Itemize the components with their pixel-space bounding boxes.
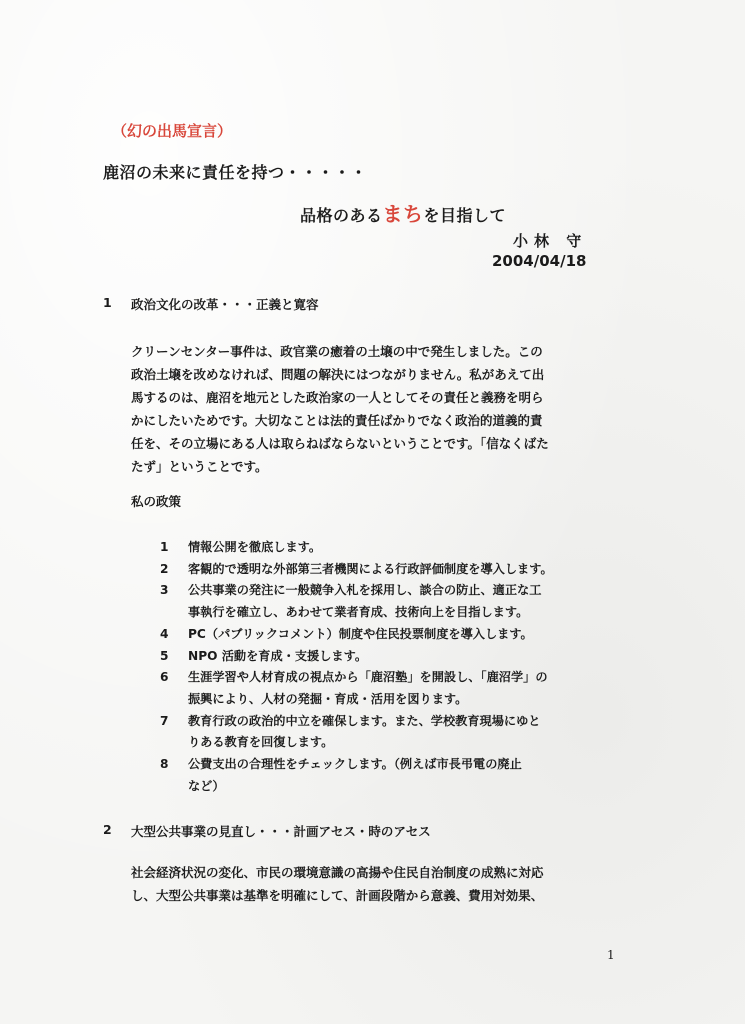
policy-text: 振興により、人材の発掘・育成・活用を図ります。 [188,691,468,706]
policy-item [160,559,630,581]
policy-item [160,624,630,646]
policy-text: 情報公開を徹底します。 [188,540,322,554]
policy-list [160,537,630,797]
page-number: 1 [607,948,615,962]
policy-number: 7 [160,713,169,728]
policy-text: 公共事業の発注に一般競争入札を採用し、談合の防止、適正な工 [188,583,542,598]
policy-text: 教育行政の政治的中立を確保します。また、学校教育現場にゆと [188,713,541,728]
policy-number: 2 [160,561,169,576]
section-number: 1 [103,295,112,310]
paragraph-line: 社会経済状況の変化、市民の環境意識の高揚や住民自治制度の成熟に対応 [131,865,544,880]
subtitle-after: を目指して [423,206,507,225]
section-1-paragraph [131,340,621,478]
policy-text: 客観的で透明な外部第三者機関による行政評価制度を導入します。 [188,561,553,576]
policy-item [160,537,630,559]
paragraph-line: し、大型公共事業は基準を明確にして、計画段階から意義、費用対効果、 [131,888,544,903]
policy-item [160,646,630,668]
policy-text: など） [188,778,225,793]
policy-text: 公費支出の合理性をチェックします。（例えば市長弔電の廃止 [188,757,522,772]
policy-text: NPO 活動を育成・支援します。 [188,648,368,663]
document-date: 2004/04/18 [492,252,587,270]
subtitle-before: 品格のある [300,206,383,225]
policy-item [160,711,630,754]
section-2-heading [103,822,553,840]
section-number: 2 [103,822,112,837]
policy-number: 6 [160,670,169,685]
policy-item [160,754,630,797]
paragraph-line: クリーンセンター事件は、政官業の癒着の土壌の中で発生しました。この [131,344,543,359]
policy-number: 4 [160,626,169,641]
section-2-paragraph [131,861,621,907]
paragraph-line: 政治土壌を改めなければ、問題の解決にはつながりません。私があえて出 [131,367,545,382]
section-title: 大型公共事業の見直し・・・計画アセス・時のアセス [131,824,431,839]
paragraph-line: 任を、その立場にある人は取らねばならないということです。「信なくばた [131,436,549,451]
policy-text: PC（パブリックコメント）制度や住民投票制度を導入します。 [188,626,533,641]
subtitle-highlight: まち [382,202,424,226]
policy-label: 私の政策 [131,494,182,509]
policy-number: 3 [160,583,169,598]
document-subtitle [300,198,506,227]
header-label: （幻の出馬宣言） [112,122,233,140]
section-1-heading [103,295,503,313]
policy-item [160,667,630,710]
policy-item [160,580,630,623]
policy-text: 事執行を確立し、あわせて業者育成、技術向上を目指します。 [188,605,529,620]
policy-number: 5 [160,648,169,663]
paragraph-line: 馬するのは、鹿沼を地元とした政治家の一人としてその責任と義務を明ら [131,390,544,405]
policy-number: 8 [160,757,169,772]
policy-number: 1 [160,540,169,554]
paragraph-line: かにしたいためです。大切なことは法的責任ばかりでなく政治的道義的責 [131,413,543,428]
section-title: 政治文化の改革・・・正義と寛容 [131,297,319,312]
policy-text: りある教育を回復します。 [188,735,334,750]
document-title: 鹿沼の未来に責任を持つ・・・・・ [103,163,368,182]
policy-text: 生涯学習や人材育成の視点から「鹿沼塾」を開設し、「鹿沼学」の [188,670,548,685]
paragraph-line: たず」ということです。 [131,459,268,474]
author-name: 小林 守 [513,232,588,250]
